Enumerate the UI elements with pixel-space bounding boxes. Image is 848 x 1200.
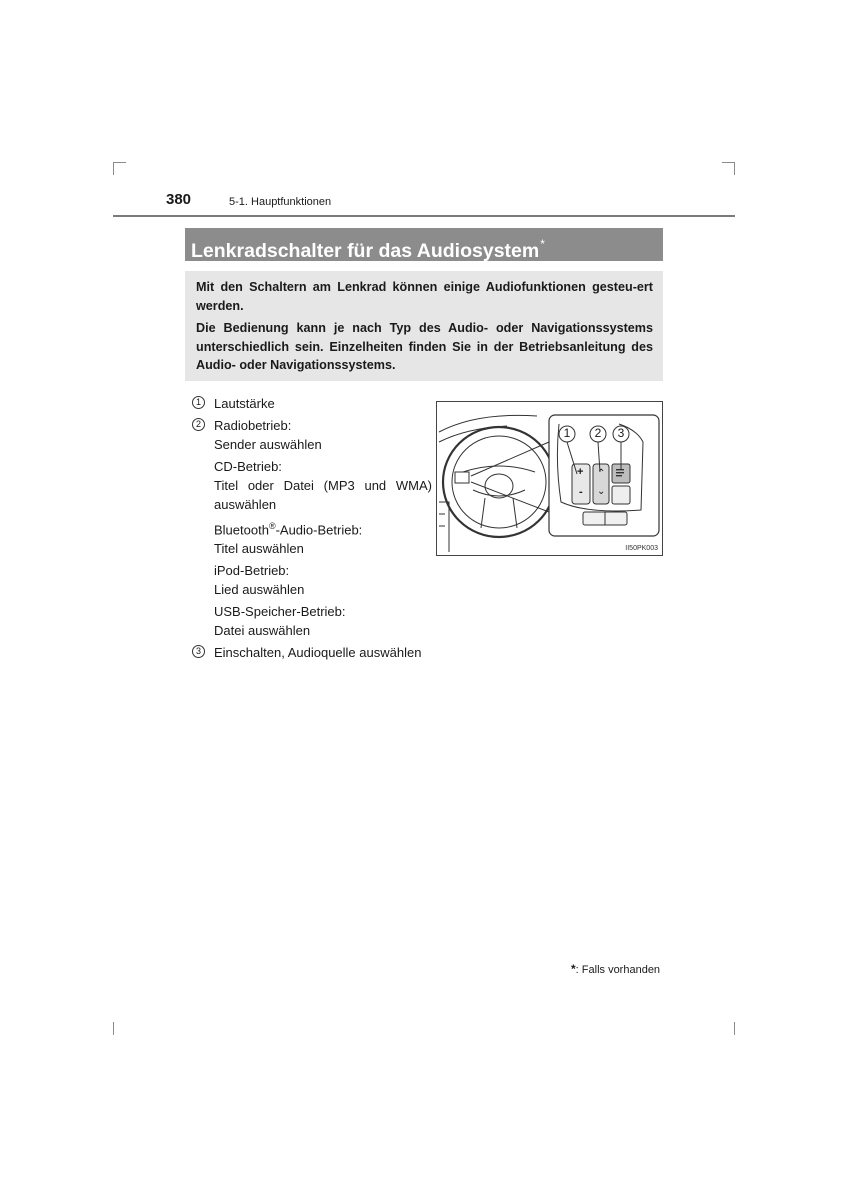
- volume-up-glyph: +: [577, 466, 584, 478]
- radio-text: Sender auswählen: [214, 437, 322, 452]
- cd-text-line-1: Titel oder Datei (MP3 und WMA): [214, 478, 432, 493]
- bluetooth-heading-prefix: Bluetooth: [214, 522, 269, 538]
- footnote-marker: *: [571, 962, 576, 976]
- number-badge-1: 1: [192, 396, 205, 409]
- illustration-code: II50PK003: [625, 545, 658, 552]
- page-number: 380: [166, 191, 192, 208]
- list-item-2: [192, 416, 432, 640]
- title-marker: *: [540, 237, 545, 251]
- header-rule: [113, 215, 735, 217]
- usb-text: Datei auswählen: [214, 623, 311, 639]
- crop-mark-top-left-h: [113, 162, 126, 163]
- callout-2: 2: [594, 426, 602, 440]
- crop-mark-top-right-v: [734, 162, 735, 175]
- intro-box: [185, 271, 663, 381]
- ipod-heading: iPod-Betrieb:: [214, 563, 290, 579]
- callout-1: 1: [563, 426, 571, 440]
- list-item-1-label: Lautstärke: [214, 396, 275, 411]
- cd-text-line-2: auswählen: [214, 497, 277, 512]
- seek-down-glyph: ⌄: [597, 486, 606, 497]
- footnote: [571, 962, 660, 976]
- page-title: [185, 228, 663, 261]
- number-badge-2: 2: [192, 418, 205, 431]
- cd-heading: CD-Betrieb:: [214, 459, 282, 474]
- steering-wheel-illustration: [436, 401, 663, 556]
- seek-up-glyph: ⌃: [597, 468, 606, 479]
- callout-3: 3: [617, 426, 625, 440]
- bluetooth-text: Titel auswählen: [214, 541, 304, 557]
- crop-mark-top-left-v: [113, 162, 114, 175]
- bluetooth-heading-suffix: -Audio-Betrieb:: [275, 522, 363, 538]
- registered-mark: ®: [268, 521, 276, 531]
- bluetooth-heading: [214, 517, 432, 539]
- crop-mark-bottom-left-v: [113, 1022, 114, 1035]
- section-label: 5-1. Hauptfunktionen: [229, 196, 332, 208]
- ipod-text: Lied auswählen: [214, 582, 305, 598]
- function-list: [192, 394, 432, 662]
- list-item-1: [192, 394, 432, 413]
- list-item-3-label: Einschalten, Audioquelle auswählen: [214, 645, 422, 661]
- steering-wheel-drawing: [437, 402, 662, 555]
- radio-heading: Radiobetrieb:: [214, 418, 292, 433]
- footnote-text: : Falls vorhanden: [575, 964, 661, 976]
- number-badge-3: 3: [192, 645, 205, 658]
- intro-paragraph-1: Mit den Schaltern am Lenkrad können einige Audiofunktionen gesteu-ert werden.: [196, 280, 653, 313]
- crop-mark-bottom-right-v: [734, 1022, 735, 1035]
- list-item-3: [192, 643, 432, 662]
- volume-down-glyph: -: [579, 486, 583, 498]
- title-text: Lenkradschalter für das Audiosystem: [191, 240, 540, 262]
- intro-paragraph-2: Die Bedienung kann je nach Typ des Audio- oder Navigationssystems unterschiedlich sein. Einzelheiten finden Sie in der Betriebsanleitung des Audio- oder Navigationssystems.: [196, 321, 653, 372]
- usb-heading: USB-Speicher-Betrieb:: [214, 604, 346, 620]
